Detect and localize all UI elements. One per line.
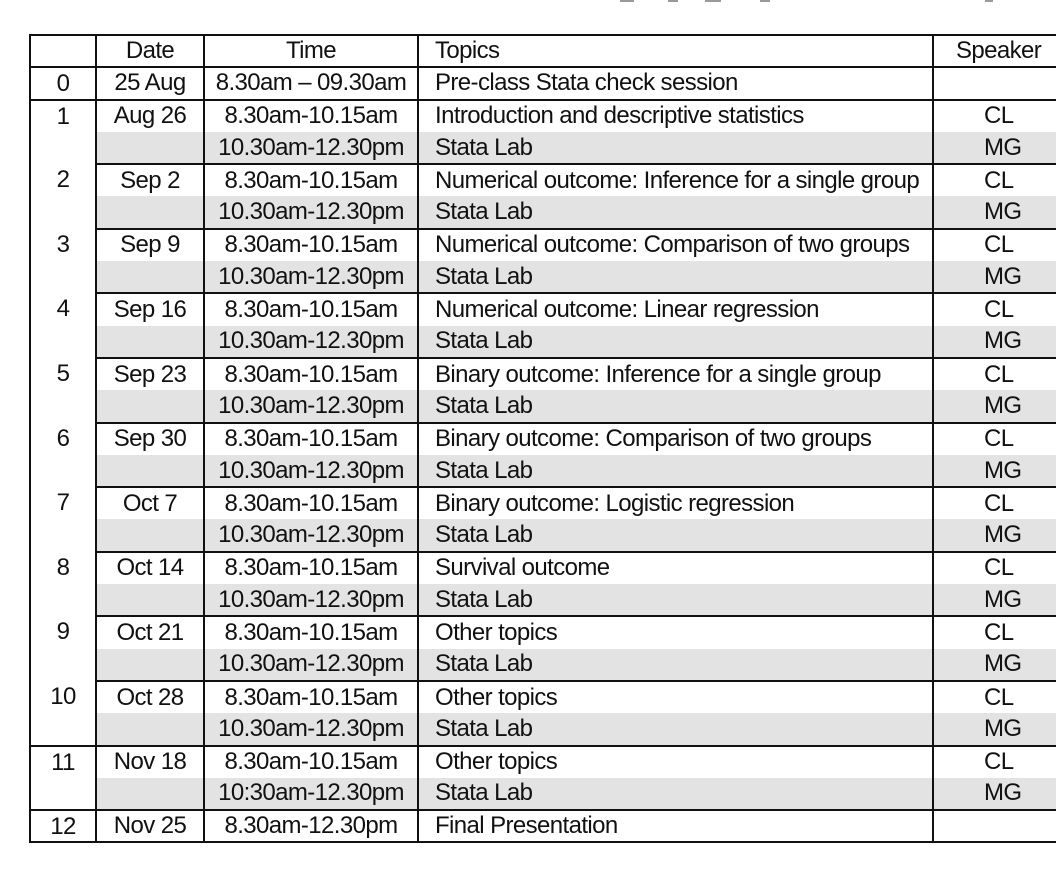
lab-speaker: MG — [933, 196, 1056, 228]
table-row-lab — [30, 132, 1056, 164]
table-row — [30, 229, 1056, 261]
table-row — [30, 67, 1056, 99]
session-time: 8.30am-10.15am — [204, 358, 418, 390]
session-date: Aug 26 — [96, 100, 204, 132]
session-number: 4 — [30, 293, 96, 358]
text-fragment-mark — [985, 0, 993, 2]
lab-speaker: MG — [933, 455, 1056, 487]
lab-topic: Stata Lab — [418, 196, 933, 228]
header-speaker: Speaker — [933, 35, 1056, 67]
lab-speaker: MG — [933, 132, 1056, 164]
lab-topic: Stata Lab — [418, 713, 933, 745]
lab-time: 10.30am-12.30pm — [204, 132, 418, 164]
session-date: Sep 2 — [96, 164, 204, 196]
table-row-lab — [30, 196, 1056, 228]
table-row-lab — [30, 390, 1056, 422]
table-row — [30, 164, 1056, 196]
lab-topic: Stata Lab — [418, 390, 933, 422]
session-topic: Other topics — [418, 746, 933, 778]
session-date: Oct 28 — [96, 681, 204, 713]
session-number: 5 — [30, 358, 96, 423]
table-row-lab — [30, 261, 1056, 293]
session-time: 8.30am – 09.30am — [204, 67, 418, 99]
session-date: Oct 21 — [96, 616, 204, 648]
session-topic: Other topics — [418, 681, 933, 713]
lab-speaker: MG — [933, 649, 1056, 681]
session-speaker: CL — [933, 487, 1056, 519]
lab-topic: Stata Lab — [418, 132, 933, 164]
lab-topic: Stata Lab — [418, 455, 933, 487]
lab-topic: Stata Lab — [418, 519, 933, 551]
header-row — [30, 35, 1056, 67]
lab-speaker: MG — [933, 326, 1056, 358]
lab-date-empty — [96, 584, 204, 616]
session-number: 9 — [30, 616, 96, 681]
table-row — [30, 487, 1056, 519]
session-speaker: CL — [933, 164, 1056, 196]
session-number: 12 — [30, 810, 96, 842]
session-topic: Pre-class Stata check session — [418, 67, 933, 99]
session-time: 8.30am-10.15am — [204, 487, 418, 519]
session-speaker: CL — [933, 100, 1056, 132]
lab-date-empty — [96, 519, 204, 551]
session-date: Nov 25 — [96, 810, 204, 842]
session-date: Sep 30 — [96, 423, 204, 455]
session-number: 11 — [30, 746, 96, 778]
session-date: Nov 18 — [96, 746, 204, 778]
table-row — [30, 616, 1056, 648]
table-row — [30, 552, 1056, 584]
lab-date-empty — [96, 196, 204, 228]
text-fragment-mark — [760, 0, 770, 2]
session-speaker: CL — [933, 229, 1056, 261]
lab-date-empty — [96, 326, 204, 358]
lab-time: 10.30am-12.30pm — [204, 584, 418, 616]
table-row — [30, 810, 1056, 842]
session-time: 8.30am-10.15am — [204, 100, 418, 132]
lab-speaker: MG — [933, 713, 1056, 745]
session-number: 1 — [30, 100, 96, 165]
session-number: 10 — [30, 681, 96, 713]
session-speaker: CL — [933, 358, 1056, 390]
session-date: Sep 9 — [96, 229, 204, 261]
session-speaker — [933, 67, 1056, 99]
lab-date-empty — [96, 778, 204, 810]
session-date: Oct 7 — [96, 487, 204, 519]
table-row — [30, 423, 1056, 455]
session-topic: Other topics — [418, 616, 933, 648]
table-row — [30, 681, 1056, 713]
text-fragment-mark — [668, 0, 678, 2]
session-speaker: CL — [933, 746, 1056, 778]
lab-date-empty — [96, 132, 204, 164]
session-topic: Binary outcome: Logistic regression — [418, 487, 933, 519]
session-time: 8.30am-10.15am — [204, 746, 418, 778]
lab-time: 10.30am-12.30pm — [204, 713, 418, 745]
header-topics: Topics — [418, 35, 933, 67]
session-time: 8.30am-10.15am — [204, 552, 418, 584]
table-header — [30, 35, 1056, 67]
lab-speaker: MG — [933, 390, 1056, 422]
table-row-lab — [30, 519, 1056, 551]
session-speaker — [933, 810, 1056, 842]
session-date: 25 Aug — [96, 67, 204, 99]
lab-topic: Stata Lab — [418, 778, 933, 810]
lab-time: 10.30am-12.30pm — [204, 455, 418, 487]
session-speaker: CL — [933, 552, 1056, 584]
session-topic: Introduction and descriptive statistics — [418, 100, 933, 132]
session-topic: Survival outcome — [418, 552, 933, 584]
session-number: 0 — [30, 67, 96, 99]
session-number: 7 — [30, 487, 96, 552]
lab-date-empty — [96, 390, 204, 422]
session-date: Oct 14 — [96, 552, 204, 584]
session-topic: Final Presentation — [418, 810, 933, 842]
lab-time: 10.30am-12.30pm — [204, 519, 418, 551]
table-row-lab — [30, 455, 1056, 487]
session-speaker: CL — [933, 293, 1056, 325]
session-date: Sep 23 — [96, 358, 204, 390]
lab-topic: Stata Lab — [418, 326, 933, 358]
lab-time: 10.30am-12.30pm — [204, 390, 418, 422]
session-time: 8.30am-12.30pm — [204, 810, 418, 842]
lab-topic: Stata Lab — [418, 584, 933, 616]
session-number: 3 — [30, 229, 96, 294]
lab-topic: Stata Lab — [418, 649, 933, 681]
session-topic: Numerical outcome: Linear regression — [418, 293, 933, 325]
session-speaker: CL — [933, 423, 1056, 455]
session-topic: Binary outcome: Comparison of two groups — [418, 423, 933, 455]
session-speaker: CL — [933, 681, 1056, 713]
session-time: 8.30am-10.15am — [204, 229, 418, 261]
table-body — [30, 67, 1056, 842]
table-row-lab — [30, 326, 1056, 358]
course-schedule-table — [29, 34, 1056, 843]
session-topic: Numerical outcome: Comparison of two groups — [418, 229, 933, 261]
session-number: 6 — [30, 423, 96, 488]
lab-speaker: MG — [933, 519, 1056, 551]
text-fragment-mark — [705, 0, 721, 2]
session-number-empty — [30, 778, 96, 810]
session-speaker: CL — [933, 616, 1056, 648]
session-time: 8.30am-10.15am — [204, 616, 418, 648]
session-time: 8.30am-10.15am — [204, 293, 418, 325]
table-row-lab — [30, 778, 1056, 810]
header-date: Date — [96, 35, 204, 67]
lab-date-empty — [96, 649, 204, 681]
table-row — [30, 293, 1056, 325]
table-row-lab — [30, 649, 1056, 681]
lab-topic: Stata Lab — [418, 261, 933, 293]
session-time: 8.30am-10.15am — [204, 164, 418, 196]
header-number — [30, 35, 96, 67]
lab-date-empty — [96, 455, 204, 487]
session-date: Sep 16 — [96, 293, 204, 325]
table-row — [30, 100, 1056, 132]
lab-time: 10.30am-12.30pm — [204, 261, 418, 293]
session-topic: Numerical outcome: Inference for a single group — [418, 164, 933, 196]
table-row — [30, 358, 1056, 390]
session-time: 8.30am-10.15am — [204, 423, 418, 455]
lab-speaker: MG — [933, 778, 1056, 810]
lab-time: 10.30am-12.30pm — [204, 326, 418, 358]
lab-time: 10:30am-12.30pm — [204, 778, 418, 810]
table-row — [30, 746, 1056, 778]
lab-speaker: MG — [933, 584, 1056, 616]
lab-date-empty — [96, 261, 204, 293]
header-time: Time — [204, 35, 418, 67]
table-row-lab — [30, 713, 1056, 745]
lab-date-empty — [96, 713, 204, 745]
lab-speaker: MG — [933, 261, 1056, 293]
table-row-lab — [30, 584, 1056, 616]
cropped-top-edge — [0, 0, 1056, 6]
text-fragment-mark — [620, 0, 634, 2]
session-time: 8.30am-10.15am — [204, 681, 418, 713]
session-topic: Binary outcome: Inference for a single group — [418, 358, 933, 390]
lab-time: 10.30am-12.30pm — [204, 196, 418, 228]
session-number: 2 — [30, 164, 96, 229]
session-number-empty — [30, 713, 96, 745]
lab-time: 10.30am-12.30pm — [204, 649, 418, 681]
session-number: 8 — [30, 552, 96, 617]
